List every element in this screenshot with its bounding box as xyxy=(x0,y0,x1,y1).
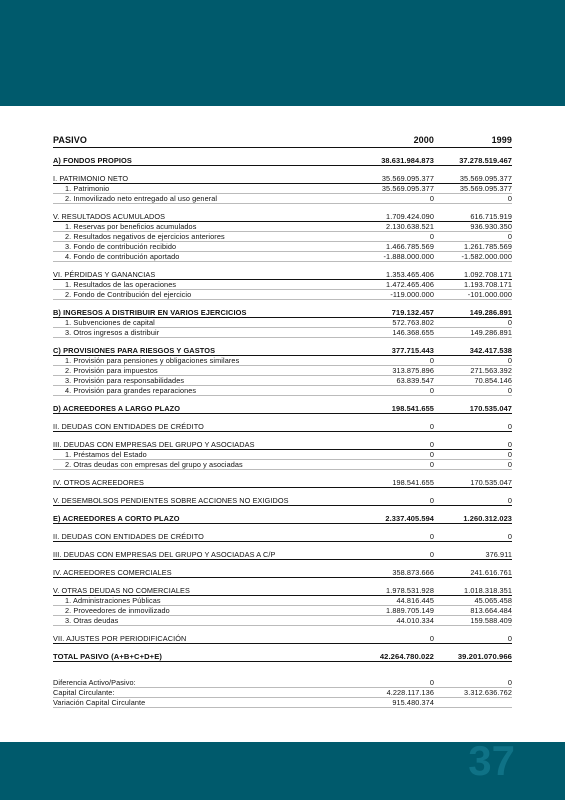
table-row xyxy=(53,252,512,262)
row-label: V. RESULTADOS ACUMULADOS xyxy=(53,212,328,222)
spacer-row xyxy=(53,396,512,405)
value-2000: 2.130.638.521 xyxy=(328,222,434,232)
table-row xyxy=(53,678,512,688)
table-row xyxy=(53,606,512,616)
row-label: IV. ACREEDORES COMERCIALES xyxy=(53,568,328,578)
value-2000: 1.353.465.406 xyxy=(328,270,434,280)
value-2000: 35.569.095.377 xyxy=(328,184,434,194)
row-label: 2. Fondo de Contribución del ejercicio xyxy=(53,290,328,300)
value-1999: 159.588.409 xyxy=(434,616,512,626)
header-year-1999: 1999 xyxy=(434,134,512,148)
value-2000: 198.541.655 xyxy=(328,404,434,414)
row-label: 1. Reservas por beneficios acumulados xyxy=(53,222,328,232)
table-row xyxy=(53,460,512,470)
table-row xyxy=(53,194,512,204)
value-2000: 915.480.374 xyxy=(328,698,434,708)
value-1999: 170.535.047 xyxy=(434,404,512,414)
value-2000: 0 xyxy=(328,678,434,688)
value-1999: 0 xyxy=(434,496,512,506)
value-1999: 0 xyxy=(434,422,512,432)
row-label: Variación Capital Circulante xyxy=(53,698,328,708)
row-label: 1. Subvenciones de capital xyxy=(53,318,328,328)
value-1999: 149.286.891 xyxy=(434,308,512,318)
table-row xyxy=(53,440,512,450)
value-2000: 0 xyxy=(328,550,434,560)
spacer-row xyxy=(53,626,512,635)
spacer-row xyxy=(53,488,512,497)
value-1999: 1.193.708.171 xyxy=(434,280,512,290)
value-1999: 616.715.919 xyxy=(434,212,512,222)
row-label: TOTAL PASIVO (A+B+C+D+E) xyxy=(53,652,328,662)
row-label: 2. Proveedores de inmovilizado xyxy=(53,606,328,616)
row-label: Capital Circulante: xyxy=(53,688,328,698)
spacer-row xyxy=(53,470,512,479)
value-1999: 376.911 xyxy=(434,550,512,560)
balance-table xyxy=(53,134,512,708)
spacer-row xyxy=(53,166,512,175)
table-row xyxy=(53,514,512,524)
table-row xyxy=(53,450,512,460)
row-label: 1. Patrimonio xyxy=(53,184,328,194)
value-1999: 1.261.785.569 xyxy=(434,242,512,252)
header-label: PASIVO xyxy=(53,134,328,148)
row-label: VI. PÉRDIDAS Y GANANCIAS xyxy=(53,270,328,280)
value-1999: 149.286.891 xyxy=(434,328,512,338)
value-2000: 0 xyxy=(328,532,434,542)
row-label: IV. OTROS ACREEDORES xyxy=(53,478,328,488)
value-2000: 0 xyxy=(328,440,434,450)
table-row xyxy=(53,212,512,222)
value-2000: 1.709.424.090 xyxy=(328,212,434,222)
value-2000: 1.472.465.406 xyxy=(328,280,434,290)
value-2000: 4.228.117.136 xyxy=(328,688,434,698)
table-row xyxy=(53,376,512,386)
table-row xyxy=(53,222,512,232)
value-1999: -1.582.000.000 xyxy=(434,252,512,262)
row-label: 1. Provisión para pensiones y obligaciones similares xyxy=(53,356,328,366)
value-1999: 37.278.519.467 xyxy=(434,156,512,166)
table-row xyxy=(53,698,512,708)
spacer-row xyxy=(53,432,512,441)
value-2000: 1.466.785.569 xyxy=(328,242,434,252)
table-row xyxy=(53,232,512,242)
spacer-row xyxy=(53,300,512,309)
row-label: B) INGRESOS A DISTRIBUIR EN VARIOS EJERCICIOS xyxy=(53,308,328,318)
value-2000: 0 xyxy=(328,450,434,460)
table-row xyxy=(53,242,512,252)
row-label: Diferencia Activo/Pasivo: xyxy=(53,678,328,688)
spacer-row xyxy=(53,542,512,551)
table-row xyxy=(53,308,512,318)
value-2000: 0 xyxy=(328,422,434,432)
table-row xyxy=(53,478,512,488)
table-row xyxy=(53,496,512,506)
row-label: C) PROVISIONES PARA RIESGOS Y GASTOS xyxy=(53,346,328,356)
table-row xyxy=(53,586,512,596)
row-label: 1. Resultados de las operaciones xyxy=(53,280,328,290)
spacer-row xyxy=(53,524,512,533)
row-label: 2. Resultados negativos de ejercicios anteriores xyxy=(53,232,328,242)
value-1999: 0 xyxy=(434,460,512,470)
row-label: 3. Otros ingresos a distribuir xyxy=(53,328,328,338)
table-row xyxy=(53,422,512,432)
value-1999: 0 xyxy=(434,232,512,242)
row-label: II. DEUDAS CON ENTIDADES DE CRÉDITO xyxy=(53,422,328,432)
value-2000: 198.541.655 xyxy=(328,478,434,488)
table-row xyxy=(53,280,512,290)
value-1999: 70.854.146 xyxy=(434,376,512,386)
spacer-row xyxy=(53,414,512,423)
value-2000: 44.010.334 xyxy=(328,616,434,626)
row-label: III. DEUDAS CON EMPRESAS DEL GRUPO Y ASOCIADAS A C/P xyxy=(53,550,328,560)
row-label: VII. AJUSTES POR PERIODIFICACIÓN xyxy=(53,634,328,644)
value-1999 xyxy=(434,698,512,708)
value-2000: 0 xyxy=(328,496,434,506)
spacer-row xyxy=(53,338,512,347)
spacer-row xyxy=(53,662,512,671)
table-row xyxy=(53,532,512,542)
row-label: 4. Provisión para grandes reparaciones xyxy=(53,386,328,396)
row-label: 3. Otras deudas xyxy=(53,616,328,626)
table-row xyxy=(53,184,512,194)
value-1999: 0 xyxy=(434,532,512,542)
value-1999: 813.664.484 xyxy=(434,606,512,616)
value-2000: 0 xyxy=(328,460,434,470)
row-label: 1. Préstamos del Estado xyxy=(53,450,328,460)
table-row xyxy=(53,404,512,414)
table-row xyxy=(53,616,512,626)
value-2000: 38.631.984.873 xyxy=(328,156,434,166)
row-label: III. DEUDAS CON EMPRESAS DEL GRUPO Y ASOCIADAS xyxy=(53,440,328,450)
value-1999: 1.260.312.023 xyxy=(434,514,512,524)
table-row xyxy=(53,688,512,698)
value-1999: 0 xyxy=(434,634,512,644)
value-1999: 342.417.538 xyxy=(434,346,512,356)
table-row xyxy=(53,652,512,662)
value-2000: 377.715.443 xyxy=(328,346,434,356)
value-2000: 719.132.457 xyxy=(328,308,434,318)
value-1999: 35.569.095.377 xyxy=(434,184,512,194)
row-label: 2. Otras deudas con empresas del grupo y asociadas xyxy=(53,460,328,470)
value-2000: 44.816.445 xyxy=(328,596,434,606)
spacer-row xyxy=(53,578,512,587)
value-1999: 271.563.392 xyxy=(434,366,512,376)
table-row xyxy=(53,386,512,396)
table-row xyxy=(53,174,512,184)
header-band xyxy=(0,0,565,106)
row-label: 3. Provisión para responsabilidades xyxy=(53,376,328,386)
spacer-row xyxy=(53,204,512,213)
table-row xyxy=(53,318,512,328)
value-2000: 35.569.095.377 xyxy=(328,174,434,184)
value-1999: 0 xyxy=(434,194,512,204)
value-1999: 936.930.350 xyxy=(434,222,512,232)
value-2000: 0 xyxy=(328,386,434,396)
table-row xyxy=(53,346,512,356)
value-1999: 3.312.636.762 xyxy=(434,688,512,698)
value-1999: -101.000.000 xyxy=(434,290,512,300)
value-1999: 39.201.070.966 xyxy=(434,652,512,662)
value-1999: 0 xyxy=(434,318,512,328)
row-label: I. PATRIMONIO NETO xyxy=(53,174,328,184)
table-row xyxy=(53,596,512,606)
table-row xyxy=(53,356,512,366)
value-1999: 0 xyxy=(434,356,512,366)
table-row xyxy=(53,634,512,644)
row-label: V. OTRAS DEUDAS NO COMERCIALES xyxy=(53,586,328,596)
value-1999: 1.018.318.351 xyxy=(434,586,512,596)
spacer-row xyxy=(53,644,512,653)
value-2000: 313.875.896 xyxy=(328,366,434,376)
value-1999: 0 xyxy=(434,386,512,396)
spacer-row xyxy=(53,560,512,569)
row-label: V. DESEMBOLSOS PENDIENTES SOBRE ACCIONES NO EXIGIDOS xyxy=(53,496,328,506)
value-2000: 0 xyxy=(328,356,434,366)
value-1999: 0 xyxy=(434,678,512,688)
value-2000: 572.763.802 xyxy=(328,318,434,328)
table-row xyxy=(53,290,512,300)
row-label: II. DEUDAS CON ENTIDADES DE CRÉDITO xyxy=(53,532,328,542)
table-row xyxy=(53,568,512,578)
table-row xyxy=(53,270,512,280)
value-2000: 2.337.405.594 xyxy=(328,514,434,524)
row-label: 2. Inmovilizado neto entregado al uso general xyxy=(53,194,328,204)
spacer-row xyxy=(53,262,512,271)
value-1999: 45.065.458 xyxy=(434,596,512,606)
value-2000: 0 xyxy=(328,634,434,644)
value-2000: 146.368.655 xyxy=(328,328,434,338)
value-2000: 42.264.780.022 xyxy=(328,652,434,662)
value-1999: 170.535.047 xyxy=(434,478,512,488)
value-2000: 0 xyxy=(328,232,434,242)
table-row xyxy=(53,156,512,166)
row-label: 1. Administraciones Públicas xyxy=(53,596,328,606)
value-2000: 63.839.547 xyxy=(328,376,434,386)
table-header-row xyxy=(53,134,512,148)
table-row xyxy=(53,366,512,376)
value-1999: 0 xyxy=(434,440,512,450)
table-row xyxy=(53,550,512,560)
row-label: 3. Fondo de contribución recibido xyxy=(53,242,328,252)
spacer-row xyxy=(53,670,512,678)
page-number: 37 xyxy=(468,737,515,784)
value-1999: 241.616.761 xyxy=(434,568,512,578)
value-2000: -1.888.000.000 xyxy=(328,252,434,262)
row-label: A) FONDOS PROPIOS xyxy=(53,156,328,166)
row-label: 4. Fondo de contribución aportado xyxy=(53,252,328,262)
value-2000: 1.978.531.928 xyxy=(328,586,434,596)
value-2000: 0 xyxy=(328,194,434,204)
row-label: E) ACREEDORES A CORTO PLAZO xyxy=(53,514,328,524)
value-1999: 35.569.095.377 xyxy=(434,174,512,184)
value-1999: 1.092.708.171 xyxy=(434,270,512,280)
value-2000: 1.889.705.149 xyxy=(328,606,434,616)
value-2000: -119.000.000 xyxy=(328,290,434,300)
value-2000: 358.873.666 xyxy=(328,568,434,578)
spacer-row xyxy=(53,506,512,515)
table-row xyxy=(53,328,512,338)
table-body xyxy=(53,156,512,708)
row-label: D) ACREEDORES A LARGO PLAZO xyxy=(53,404,328,414)
row-label: 2. Provisión para impuestos xyxy=(53,366,328,376)
value-1999: 0 xyxy=(434,450,512,460)
header-year-2000: 2000 xyxy=(328,134,434,148)
